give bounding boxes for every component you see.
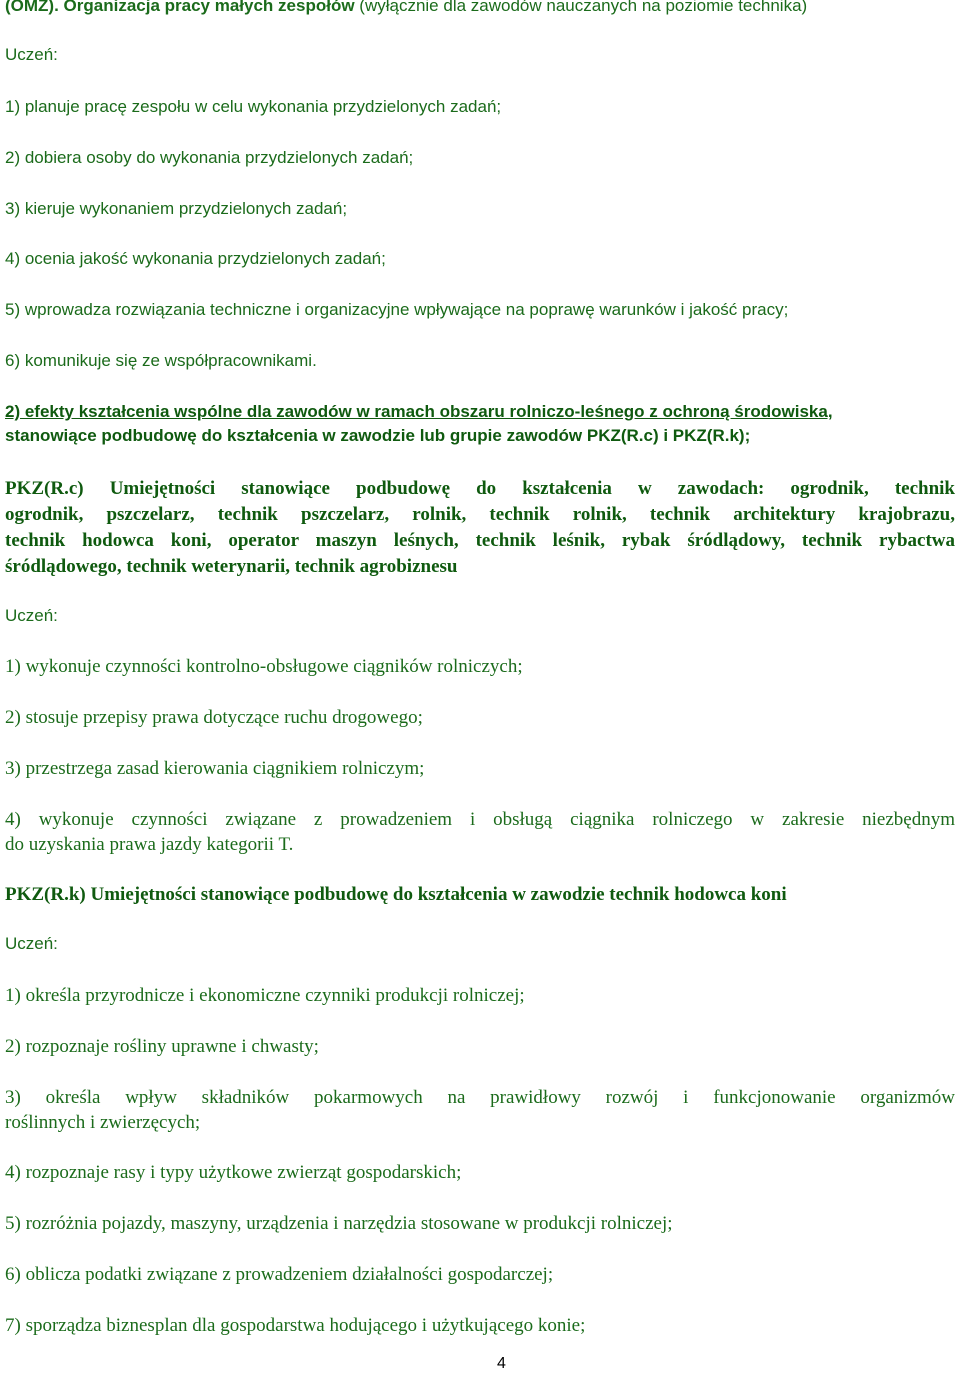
list-item-continuation: do uzyskania prawa jazdy kategorii T. (5, 834, 294, 855)
uczen-label: Uczeń: (5, 606, 58, 625)
pkz-rk-heading: PKZ(R.k) Umiejętności stanowiące podbudowę do kształcenia w zawodzie technik hodowca koni (5, 884, 787, 905)
list-item: 3) przestrzega zasad kierowania ciągnikiem rolniczym; (5, 758, 425, 779)
pkz-rc-heading-line: ogrodnik, pszczelarz, technik pszczelarz, rolnik, technik rolnik, technik architektury krajobrazu, (5, 504, 955, 525)
section2-heading-line2: stanowiące podbudowę do kształcenia w zawodzie lub grupie zawodów PKZ(R.c) i PKZ(R.k); (5, 426, 751, 445)
list-item: 2) dobiera osoby do wykonania przydzielonych zadań; (5, 148, 414, 167)
heading-title: Organizacja pracy małych zespołów (58, 0, 355, 15)
page-number: 4 (497, 1355, 506, 1372)
heading-note: (wyłącznie dla zawodów nauczanych na poziomie technika) (354, 0, 808, 15)
list-item: 1) określa przyrodnicze i ekonomiczne czynniki produkcji rolniczej; (5, 985, 525, 1006)
pkz-rc-heading-line: technik hodowca koni, operator maszyn leśnych, technik leśnik, rybak śródlądowy, technik rybactwa (5, 530, 955, 551)
pkz-rc-heading-line: śródlądowego, technik weterynarii, technik agrobiznesu (5, 556, 458, 577)
list-item: 4) ocenia jakość wykonania przydzielonych zadań; (5, 249, 386, 268)
uczen-label: Uczeń: (5, 934, 58, 953)
list-item: 4) wykonuje czynności związane z prowadzeniem i obsługą ciągnika rolniczego w zakresie niezbędnym (5, 809, 955, 830)
list-item: 3) określa wpływ składników pokarmowych na prawidłowy rozwój i funkcjonowanie organizmów (5, 1087, 955, 1108)
list-item-continuation: roślinnych i zwierzęcych; (5, 1112, 201, 1133)
section-heading-omz (5, 0, 807, 16)
list-item: 6) oblicza podatki związane z prowadzeniem działalności gospodarczej; (5, 1264, 554, 1285)
list-item: 5) rozróżnia pojazdy, maszyny, urządzenia i narzędzia stosowane w produkcji rolniczej; (5, 1213, 673, 1234)
list-item: 2) stosuje przepisy prawa dotyczące ruchu drogowego; (5, 707, 423, 728)
list-item: 5) wprowadza rozwiązania techniczne i organizacyjne wpływające na poprawę warunków i jakość pracy; (5, 300, 789, 319)
list-item: 1) planuje pracę zespołu w celu wykonania przydzielonych zadań; (5, 97, 502, 116)
list-item: 6) komunikuje się ze współpracownikami. (5, 351, 317, 370)
pkz-rc-heading-line: PKZ(R.c) Umiejętności stanowiące podbudowę do kształcenia w zawodach: ogrodnik, technik (5, 478, 955, 499)
section2-heading-line1: 2) efekty kształcenia wspólne dla zawodów w ramach obszaru rolniczo-leśnego z ochroną środowiska, (5, 402, 833, 421)
list-item: 3) kieruje wykonaniem przydzielonych zadań; (5, 199, 348, 218)
list-item: 2) rozpoznaje rośliny uprawne i chwasty; (5, 1036, 319, 1057)
list-item: 7) sporządza biznesplan dla gospodarstwa hodującego i użytkującego konie; (5, 1315, 586, 1336)
uczen-label: Uczeń: (5, 45, 58, 64)
heading-code: (OMZ). (5, 0, 59, 15)
list-item: 4) rozpoznaje rasy i typy użytkowe zwierząt gospodarskich; (5, 1162, 462, 1183)
list-item: 1) wykonuje czynności kontrolno-obsługowe ciągników rolniczych; (5, 656, 523, 677)
